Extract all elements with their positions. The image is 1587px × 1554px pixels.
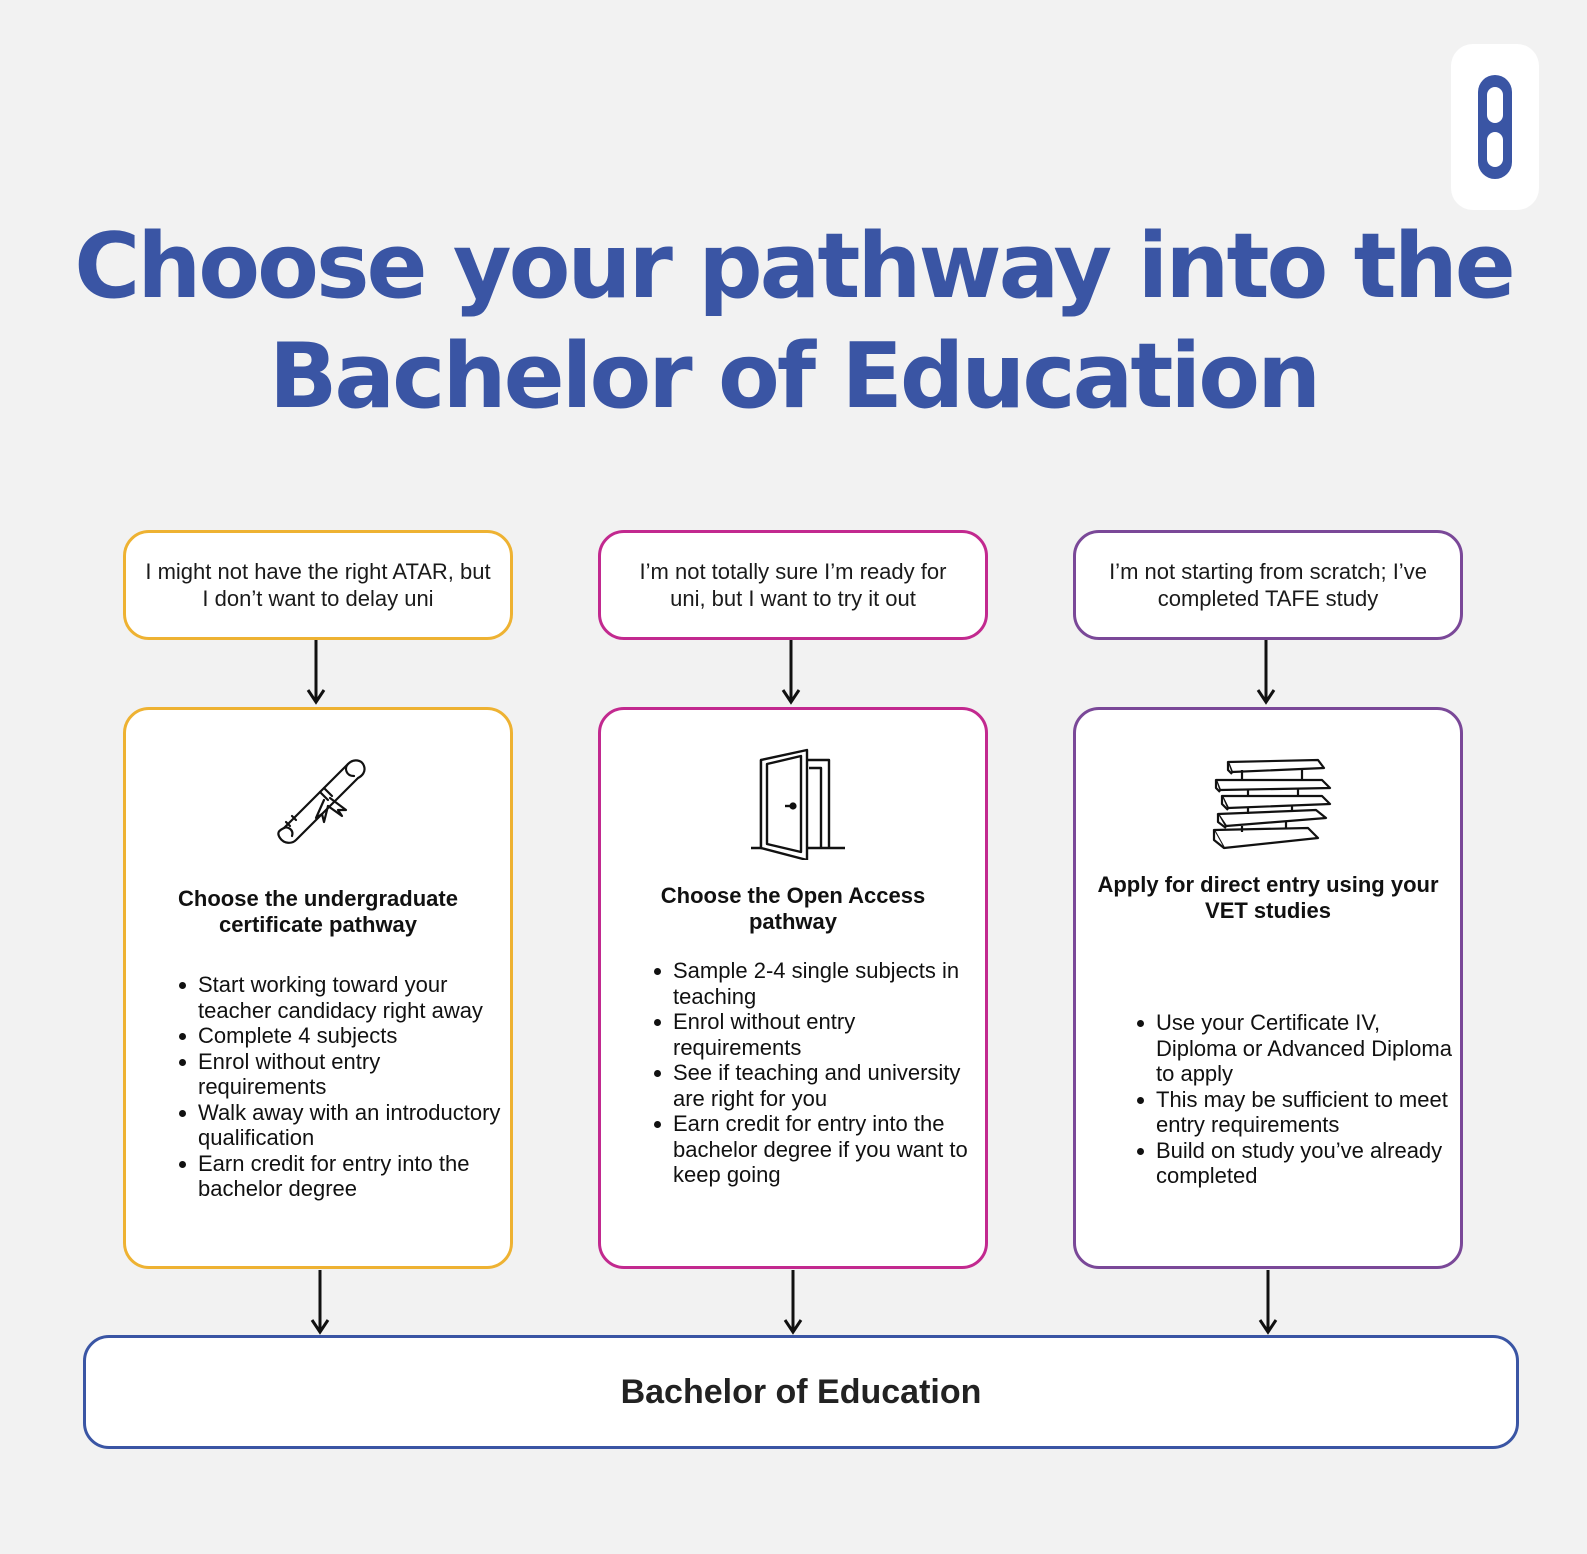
arrow-col1-top (308, 640, 324, 702)
benefits-list (649, 958, 983, 1188)
list-item: This may be sufficient to meet entry requirements (1156, 1087, 1466, 1138)
pathway-card-direct-entry (1073, 707, 1463, 1269)
title-line-1: Choose your pathway into the (74, 214, 1513, 319)
question-text: I might not have the right ATAR, but I don’t want to delay uni (145, 559, 491, 611)
question-box-ready (598, 530, 988, 640)
destination-box (83, 1335, 1519, 1449)
question-box-atar (123, 530, 513, 640)
pathway-card-certificate (123, 707, 513, 1269)
arrow-col2-top (783, 640, 799, 702)
arrow-col1-bottom (312, 1270, 328, 1332)
diploma-scroll-icon (266, 746, 376, 856)
list-item: Earn credit for entry into the bachelor degree if you want to keep going (673, 1111, 983, 1188)
list-item: Use your Certificate IV, Diploma or Advanced Diploma to apply (1156, 1010, 1466, 1087)
title-line-2: Bachelor of Education (268, 324, 1319, 429)
list-item: Earn credit for entry into the bachelor degree (198, 1151, 508, 1202)
question-box-tafe (1073, 530, 1463, 640)
list-item: Start working toward your teacher candidacy right away (198, 972, 508, 1023)
benefits-list (1132, 1010, 1466, 1189)
pathway-card-open-access (598, 707, 988, 1269)
list-item: Build on study you’ve already completed (1156, 1138, 1466, 1189)
list-item: Sample 2-4 single subjects in teaching (673, 958, 983, 1009)
list-item: See if teaching and university are right for you (673, 1060, 983, 1111)
card-title: Choose the undergraduate certificate pathway (178, 886, 458, 937)
destination-label: Bachelor of Education (620, 1372, 982, 1411)
open-door-icon (749, 748, 849, 860)
question-text: I’m not starting from scratch; I’ve completed TAFE study (1109, 559, 1427, 611)
book-stack-icon (1212, 756, 1338, 850)
list-item: Walk away with an introductory qualification (198, 1100, 508, 1151)
benefits-list (174, 972, 508, 1202)
card-title: Apply for direct entry using your VET studies (1097, 872, 1439, 923)
arrow-col3-bottom (1260, 1270, 1276, 1332)
question-text: I’m not totally sure I’m ready for uni, but I want to try it out (639, 559, 947, 611)
list-item: Enrol without entry requirements (673, 1009, 983, 1060)
list-item: Complete 4 subjects (198, 1023, 508, 1049)
arrow-col2-bottom (785, 1270, 801, 1332)
list-item: Enrol without entry requirements (198, 1049, 508, 1100)
arrow-col3-top (1258, 640, 1274, 702)
card-title: Choose the Open Access pathway (660, 883, 926, 934)
